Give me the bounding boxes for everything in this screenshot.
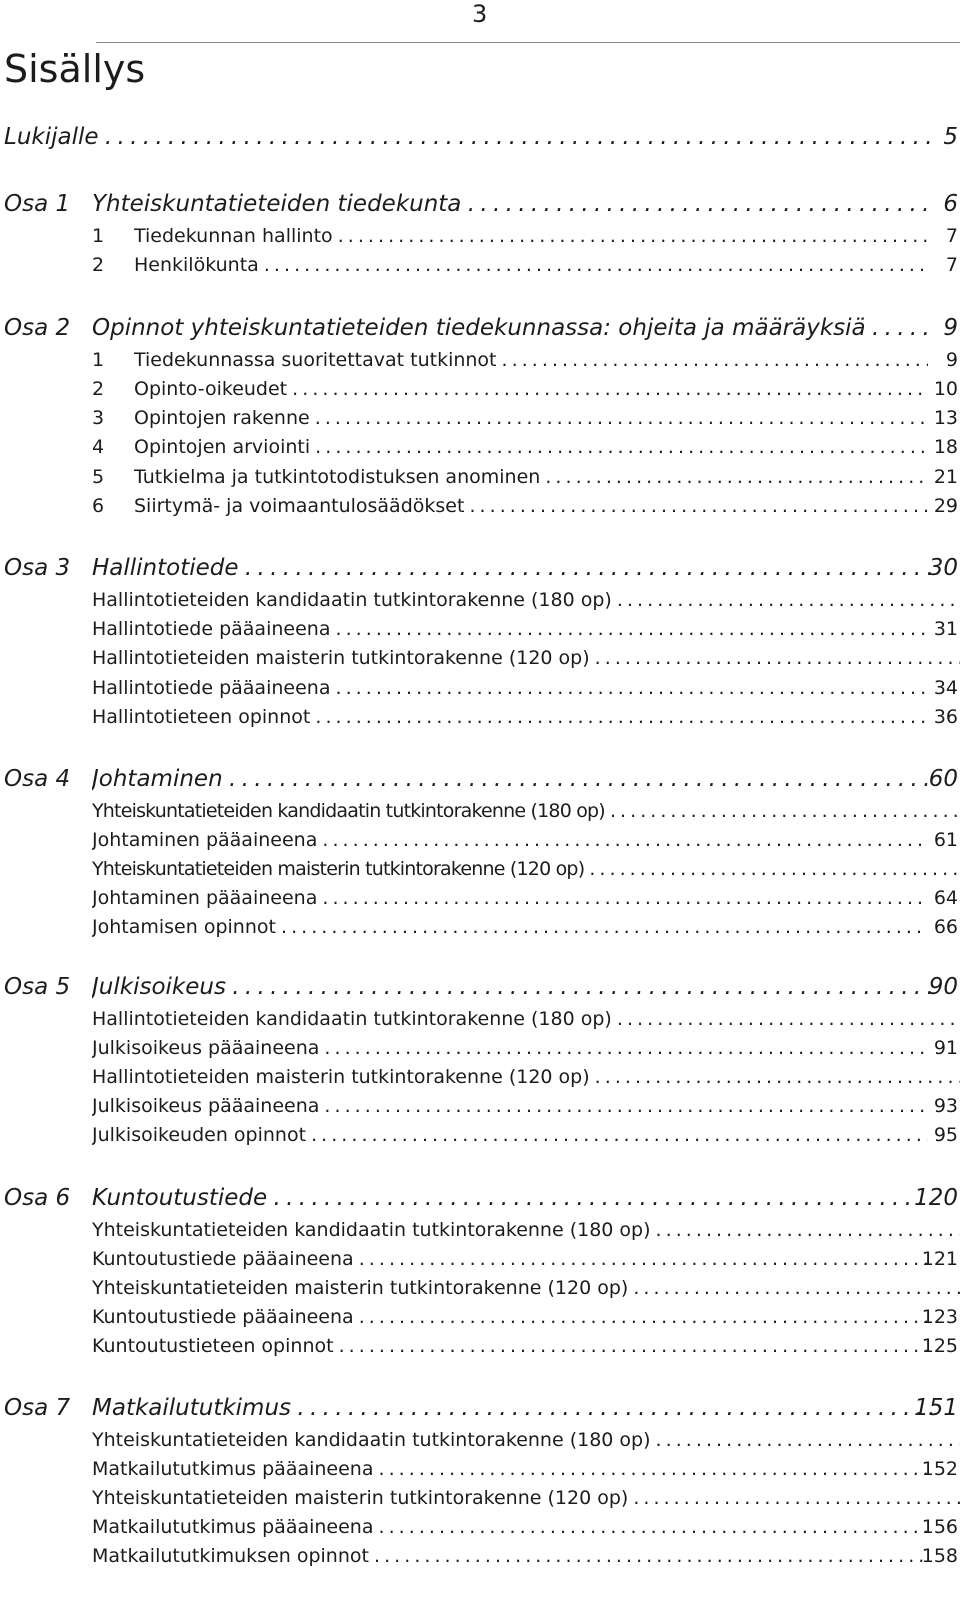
- section-label: Osa 1: [4, 191, 71, 217]
- toc-entry-title: Julkisoikeuden opinnot . . .: [92, 1121, 928, 1149]
- toc-entry[interactable]: [0, 826, 960, 856]
- toc-subheading: [0, 1426, 960, 1456]
- toc-entry-title: Johtaminen pääaineena . . .: [92, 826, 928, 854]
- toc-entry[interactable]: [0, 492, 960, 522]
- toc-entry-title: Tiedekunnan hallinto . . .: [134, 222, 928, 250]
- toc-entry-lukijalle[interactable]: [0, 122, 960, 152]
- toc-subheading: [0, 586, 960, 616]
- toc-entry-page: 9: [943, 315, 958, 341]
- toc-entry-page: 34: [933, 677, 958, 699]
- toc-subheading-text: Hallintotieteiden maisterin tutkintorakenne (120 op) . . .: [92, 644, 960, 672]
- toc-entry-page: 29: [933, 495, 958, 517]
- section-label: Osa 4: [4, 766, 71, 792]
- toc-entry[interactable]: [0, 884, 960, 914]
- toc-entry-page: 36: [933, 706, 958, 728]
- toc-entry-page: 13: [933, 407, 958, 429]
- toc-entry-title: Hallintotiede . . .: [92, 553, 932, 583]
- toc-subheading-text: Yhteiskuntatieteiden kandidaatin tutkintorakenne (180 op) . . .: [92, 1216, 960, 1244]
- toc-entry[interactable]: [0, 1455, 960, 1485]
- toc-entry-page: 9: [945, 349, 958, 371]
- entry-number: 1: [92, 349, 105, 371]
- toc-entry-page: 18: [933, 436, 958, 458]
- header-rule: [96, 42, 960, 43]
- toc-entry[interactable]: [0, 1332, 960, 1362]
- toc-entry-title: Matkailututkimus pääaineena . . .: [92, 1513, 928, 1541]
- page-number: 3: [472, 0, 488, 28]
- toc-entry-title: Opintojen arviointi . . .: [134, 433, 928, 461]
- toc-entry-title: Kuntoutustiede pääaineena . . .: [92, 1245, 928, 1273]
- toc-entry-title: Johtaminen . . .: [92, 764, 932, 794]
- toc-entry[interactable]: [0, 1121, 960, 1151]
- toc-entry[interactable]: [0, 1092, 960, 1122]
- toc-entry-page: 7: [945, 254, 958, 276]
- toc-entry[interactable]: [0, 463, 960, 493]
- toc-entry-title: Matkailututkimus . . .: [92, 1393, 932, 1423]
- toc-entry[interactable]: [0, 1513, 960, 1543]
- toc-subheading-text: Yhteiskuntatieteiden maisterin tutkintorakenne (120 op) . . .: [92, 1274, 960, 1302]
- entry-number: 3: [92, 407, 105, 429]
- toc-entry-page: 6: [943, 191, 958, 217]
- toc-entry-page: 93: [933, 1095, 958, 1117]
- toc-entry[interactable]: [0, 346, 960, 376]
- toc-section-osa-3[interactable]: [0, 553, 960, 583]
- toc-entry-title: Hallintotieteen opinnot . . .: [92, 703, 928, 731]
- toc-section-osa-1[interactable]: [0, 189, 960, 219]
- toc-entry-page: 125: [921, 1335, 958, 1357]
- toc-entry-title: Kuntoutustiede pääaineena . . .: [92, 1303, 928, 1331]
- toc-entry-page: 10: [933, 378, 958, 400]
- toc-entry-title: Matkailututkimus pääaineena . . .: [92, 1455, 928, 1483]
- toc-entry-page: 30: [928, 555, 958, 581]
- toc-entry-page: 151: [914, 1395, 958, 1421]
- toc-entry-page: 156: [921, 1516, 958, 1538]
- toc-entry-page: 60: [928, 766, 958, 792]
- toc-section-osa-7[interactable]: [0, 1393, 960, 1423]
- toc-entry[interactable]: [0, 433, 960, 463]
- toc-entry-title: Kuntoutustiede . . .: [92, 1183, 932, 1213]
- entry-number: 4: [92, 436, 105, 458]
- toc-entry-title: Henkilökunta . . .: [134, 251, 928, 279]
- toc-section-osa-5[interactable]: [0, 972, 960, 1002]
- toc-entry-title: Opinto-oikeudet . . .: [134, 375, 928, 403]
- toc-subheading-text: Yhteiskuntatieteiden maisterin tutkintorakenne (120 op) . . .: [92, 1484, 960, 1512]
- toc-entry[interactable]: [0, 674, 960, 704]
- toc-entry-page: 31: [933, 618, 958, 640]
- toc-entry[interactable]: [0, 913, 960, 943]
- section-label: Osa 2: [4, 315, 71, 341]
- toc-entry-title: Matkailututkimuksen opinnot . . .: [92, 1542, 928, 1570]
- toc-entry[interactable]: [0, 222, 960, 252]
- toc-entry[interactable]: [0, 1034, 960, 1064]
- toc-entry-page: 61: [933, 829, 958, 851]
- toc-section-osa-2[interactable]: [0, 313, 960, 343]
- toc-subheading: [0, 1484, 960, 1514]
- toc-entry[interactable]: [0, 703, 960, 733]
- toc-entry-title: Lukijalle . . .: [4, 122, 932, 152]
- toc-section-osa-6[interactable]: [0, 1183, 960, 1213]
- toc-entry-title: Tutkielma ja tutkintotodistuksen anominen . . .: [134, 463, 928, 491]
- toc-subheading-text: Hallintotieteiden kandidaatin tutkintorakenne (180 op) . . .: [92, 586, 960, 614]
- toc-entry-title: Johtamisen opinnot . . .: [92, 913, 928, 941]
- toc-subheading: [0, 1063, 960, 1093]
- toc-subheading: [0, 644, 960, 674]
- toc-subheading-text: Yhteiskuntatieteiden maisterin tutkintorakenne (120 op) . . .: [92, 855, 960, 883]
- toc-entry-title: Johtaminen pääaineena . . .: [92, 884, 928, 912]
- toc-entry[interactable]: [0, 404, 960, 434]
- toc-entry-page: 5: [943, 124, 958, 150]
- toc-entry-page: 90: [928, 974, 958, 1000]
- toc-entry-page: 95: [933, 1124, 958, 1146]
- toc-entry-page: 152: [921, 1458, 958, 1480]
- toc-subheading-text: Hallintotieteiden maisterin tutkintorakenne (120 op) . . .: [92, 1063, 960, 1091]
- toc-entry-page: 121: [921, 1248, 958, 1270]
- section-label: Osa 5: [4, 974, 71, 1000]
- toc-title: Sisällys: [4, 47, 146, 91]
- toc-entry-title: Tiedekunnassa suoritettavat tutkinnot . . .: [134, 346, 928, 374]
- toc-entry[interactable]: [0, 1245, 960, 1275]
- toc-entry-page: 158: [921, 1545, 958, 1567]
- entry-number: 2: [92, 378, 105, 400]
- toc-entry-page: 120: [914, 1185, 958, 1211]
- toc-subheading: [0, 1274, 960, 1304]
- toc-entry-title: Kuntoutustieteen opinnot . . .: [92, 1332, 928, 1360]
- toc-entry-page: 7: [945, 225, 958, 247]
- toc-subheading-text: Yhteiskuntatieteiden kandidaatin tutkintorakenne (180 op) . . .: [92, 1426, 960, 1454]
- entry-number: 1: [92, 225, 105, 247]
- toc-subheading: [0, 855, 960, 885]
- section-label: Osa 7: [4, 1395, 71, 1421]
- toc-subheading-text: Yhteiskuntatieteiden kandidaatin tutkintorakenne (180 op) . . .: [92, 797, 960, 825]
- section-label: Osa 3: [4, 555, 71, 581]
- toc-entry-page: 21: [933, 466, 958, 488]
- toc-entry-title: Julkisoikeus pääaineena . . .: [92, 1092, 928, 1120]
- toc-entry-page: 66: [933, 916, 958, 938]
- toc-entry[interactable]: [0, 1303, 960, 1333]
- toc-section-osa-4[interactable]: [0, 764, 960, 794]
- toc-subheading-text: Hallintotieteiden kandidaatin tutkintorakenne (180 op) . . .: [92, 1005, 960, 1033]
- toc-entry[interactable]: [0, 375, 960, 405]
- toc-entry[interactable]: [0, 615, 960, 645]
- toc-entry-page: 123: [921, 1306, 958, 1328]
- toc-entry-title: Julkisoikeus pääaineena . . .: [92, 1034, 928, 1062]
- entry-number: 2: [92, 254, 105, 276]
- entry-number: 5: [92, 466, 105, 488]
- toc-entry-title: Yhteiskuntatieteiden tiedekunta . . .: [92, 189, 932, 219]
- toc-subheading: [0, 1216, 960, 1246]
- toc-entry-title: Julkisoikeus . . .: [92, 972, 932, 1002]
- toc-entry-title: Opinnot yhteiskuntatieteiden tiedekunnassa: ohjeita ja määräyksiä . . .: [92, 313, 932, 343]
- toc-entry-title: Hallintotiede pääaineena . . .: [92, 615, 928, 643]
- entry-number: 6: [92, 495, 105, 517]
- section-label: Osa 6: [4, 1185, 71, 1211]
- toc-entry-title: Hallintotiede pääaineena . . .: [92, 674, 928, 702]
- toc-entry-page: 64: [933, 887, 958, 909]
- toc-entry-title: Opintojen rakenne . . .: [134, 404, 928, 432]
- toc-entry-title: Siirtymä- ja voimaantulosäädökset . . .: [134, 492, 928, 520]
- toc-subheading: [0, 797, 960, 827]
- toc-subheading: [0, 1005, 960, 1035]
- toc-entry[interactable]: [0, 251, 960, 281]
- toc-entry[interactable]: [0, 1542, 960, 1572]
- toc-entry-page: 91: [933, 1037, 958, 1059]
